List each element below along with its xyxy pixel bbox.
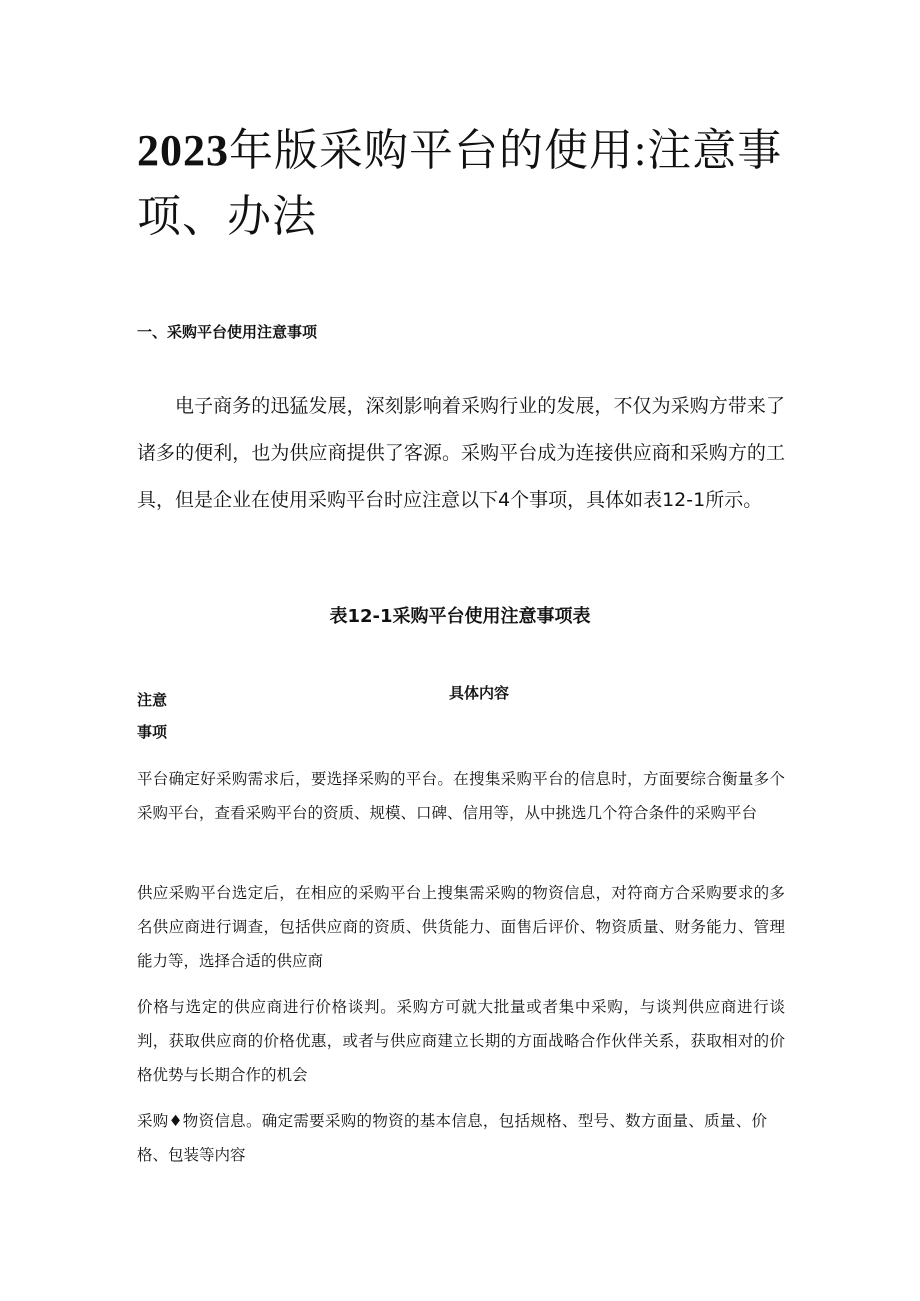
table-row: 采购♦物资信息。确定需要采购的物资的基本信息，包括规格、型号、数方面量、质量、价格、包装等内容 <box>137 1112 767 1164</box>
table-header-notes: 注意事项 <box>137 691 168 741</box>
title-text: 年版采购平台的使用:注意事项、办法 <box>137 126 783 241</box>
section-heading: 一、采购平台使用注意事项 <box>137 323 318 341</box>
document-title <box>137 118 787 250</box>
intro-paragraph: 电子商务的迅猛发展，深刻影响着采购行业的发展，不仅为采购方带来了诸多的便利，也为供应商提供了客源。采购平台成为连接供应商和采购方的工具，但是企业在使用采购平台时应注意以下4个事项，具体如表12-1所示。 <box>137 395 785 511</box>
table-header-content: 具体内容 <box>449 684 510 702</box>
table-caption: 表12-1采购平台使用注意事项表 <box>329 606 591 627</box>
table-row: 价格与选定的供应商进行价格谈判。采购方可就大批量或者集中采购，与谈判供应商进行谈判，获取供应商的价格优惠，或者与供应商建立长期的方面战略合作伙伴关系，获取相对的价格优势与长期合作的机会 <box>137 998 785 1084</box>
title-year: 2023 <box>137 126 229 175</box>
table-row: 平台确定好采购需求后，要选择采购的平台。在搜集采购平台的信息时，方面要综合衡量多个采购平台，查看采购平台的资质、规模、口碑、信用等，从中挑选几个符合条件的采购平台 <box>137 770 785 822</box>
table-row: 供应采购平台选定后，在相应的采购平台上搜集需采购的物资信息，对符商方合采购要求的多名供应商进行调查，包括供应商的资质、供货能力、面售后评价、物资质量、财务能力、管理能力等，选择合适的供应商 <box>137 884 785 970</box>
